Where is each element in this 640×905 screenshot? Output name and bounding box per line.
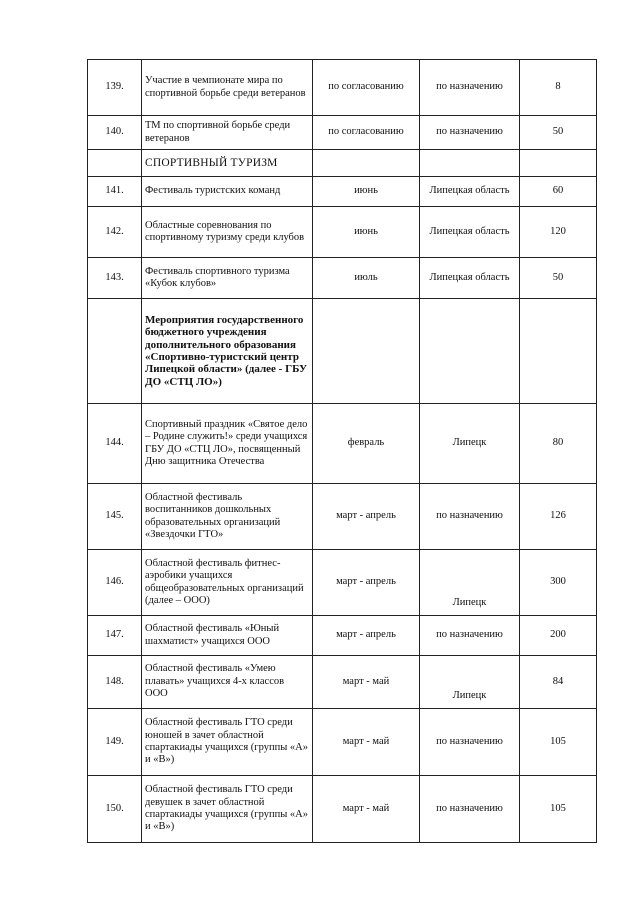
event-date: март - май [313, 709, 420, 776]
table-row [88, 709, 597, 776]
event-name: Фестиваль спортивного туризма «Кубок клубов» [142, 258, 313, 299]
events-table [87, 59, 597, 843]
participants-count: 84 [520, 656, 597, 709]
events-table-body [88, 60, 597, 843]
event-place: Липецкая область [420, 207, 520, 258]
event-name: Участие в чемпионате мира по спортивной борьбе среди ветеранов [142, 60, 313, 116]
event-date [313, 299, 420, 404]
event-place: Липецк [420, 550, 520, 616]
table-row [88, 776, 597, 843]
row-number: 139. [88, 60, 142, 116]
event-place: Липецк [420, 656, 520, 709]
event-name: Областной фестиваль «Юный шахматист» учащихся ООО [142, 616, 313, 656]
row-number: 142. [88, 207, 142, 258]
event-name: Областные соревнования по спортивному туризму среди клубов [142, 207, 313, 258]
section-title: Мероприятия государственного бюджетного учреждения дополнительного образования «Спортивно-туристский центр Липецкой области» (далее - ГБУ ДО «СТЦ ЛО») [142, 299, 313, 404]
event-date: март - апрель [313, 616, 420, 656]
event-name: Областной фестиваль ГТО среди юношей в зачет областной спартакиады учащихся (группы «А» и «В») [142, 709, 313, 776]
table-row [88, 60, 597, 116]
table-row [88, 177, 597, 207]
event-name: Областной фестиваль «Умею плавать» учащихся 4-х классов ООО [142, 656, 313, 709]
event-name: ТМ по спортивной борьбе среди ветеранов [142, 116, 313, 150]
event-place: по назначению [420, 484, 520, 550]
event-date: по согласованию [313, 116, 420, 150]
event-date: февраль [313, 404, 420, 484]
participants-count: 105 [520, 709, 597, 776]
event-name: Спортивный праздник «Святое дело – Родине служить!» среди учащихся ГБУ ДО «СТЦ ЛО», посвященный Дню защитника Отечества [142, 404, 313, 484]
participants-count [520, 150, 597, 177]
participants-count: 50 [520, 116, 597, 150]
event-place: по назначению [420, 60, 520, 116]
table-row [88, 207, 597, 258]
table-row [88, 116, 597, 150]
section-row [88, 150, 597, 177]
row-number: 149. [88, 709, 142, 776]
table-row [88, 616, 597, 656]
participants-count: 200 [520, 616, 597, 656]
event-place [420, 150, 520, 177]
event-date: июнь [313, 207, 420, 258]
row-number: 145. [88, 484, 142, 550]
event-place [420, 299, 520, 404]
participants-count: 50 [520, 258, 597, 299]
table-row [88, 258, 597, 299]
event-name: Фестиваль туристских команд [142, 177, 313, 207]
event-date: июнь [313, 177, 420, 207]
participants-count: 300 [520, 550, 597, 616]
event-name: Областной фестиваль фитнес-аэробики учащихся общеобразовательных организаций (далее – ООО) [142, 550, 313, 616]
participants-count: 120 [520, 207, 597, 258]
row-number: 141. [88, 177, 142, 207]
participants-count: 60 [520, 177, 597, 207]
participants-count [520, 299, 597, 404]
row-number: 144. [88, 404, 142, 484]
row-number: 150. [88, 776, 142, 843]
row-number: 146. [88, 550, 142, 616]
event-place: по назначению [420, 616, 520, 656]
event-place: по назначению [420, 709, 520, 776]
event-date: март - апрель [313, 550, 420, 616]
participants-count: 80 [520, 404, 597, 484]
event-place: Липецкая область [420, 177, 520, 207]
row-number: 148. [88, 656, 142, 709]
participants-count: 105 [520, 776, 597, 843]
table-row [88, 550, 597, 616]
event-place: по назначению [420, 776, 520, 843]
event-date: март - апрель [313, 484, 420, 550]
event-place: Липецк [420, 404, 520, 484]
event-date: по согласованию [313, 60, 420, 116]
participants-count: 126 [520, 484, 597, 550]
table-row [88, 404, 597, 484]
section-row [88, 299, 597, 404]
participants-count: 8 [520, 60, 597, 116]
row-number: 143. [88, 258, 142, 299]
section-title: СПОРТИВНЫЙ ТУРИЗМ [142, 150, 313, 177]
event-name: Областной фестиваль воспитанников дошкольных образовательных организаций «Звездочки ГТО» [142, 484, 313, 550]
event-name: Областной фестиваль ГТО среди девушек в зачет областной спартакиады учащихся (группы «А» и «В») [142, 776, 313, 843]
event-date: март - май [313, 656, 420, 709]
event-date: март - май [313, 776, 420, 843]
event-date: июль [313, 258, 420, 299]
row-number: 140. [88, 116, 142, 150]
row-number: 147. [88, 616, 142, 656]
table-row [88, 656, 597, 709]
row-number [88, 150, 142, 177]
table-row [88, 484, 597, 550]
event-place: по назначению [420, 116, 520, 150]
event-date [313, 150, 420, 177]
row-number [88, 299, 142, 404]
event-place: Липецкая область [420, 258, 520, 299]
